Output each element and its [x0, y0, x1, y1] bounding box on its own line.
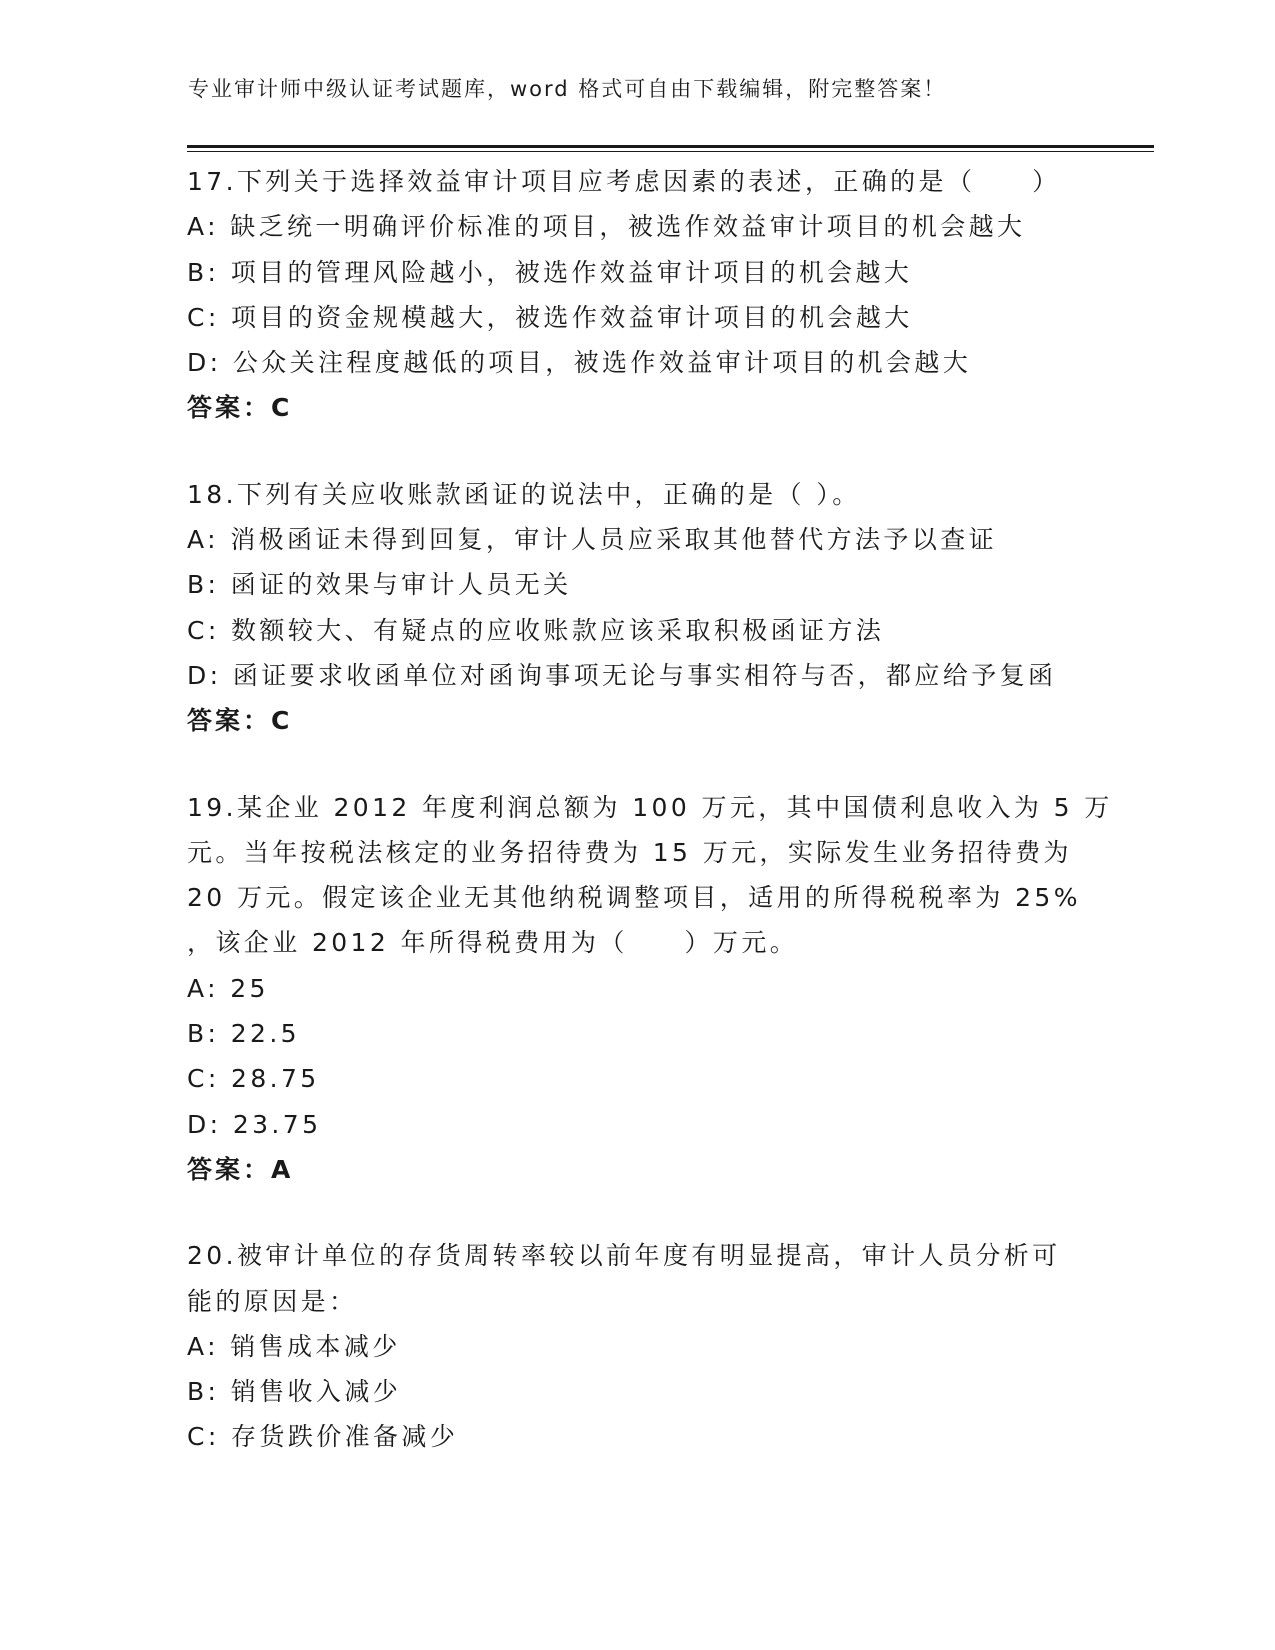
option-b: B: 22.5 [187, 1019, 300, 1049]
option-c: C: 项目的资金规模越大，被选作效益审计项目的机会越大 [187, 302, 913, 332]
option-a: A: 25 [187, 973, 269, 1003]
question-stem-line-1: 20.被审计单位的存货周转率较以前年度有明显提高，审计人员分析可 [187, 1241, 1061, 1271]
question-20 [187, 1233, 1087, 1459]
option-a: A: 缺乏统一明确评价标准的项目，被选作效益审计项目的机会越大 [187, 212, 1026, 242]
question-stem-line-1: 19.某企业 2012 年度利润总额为 100 万元，其中国债利息收入为 5 万 [187, 792, 1113, 822]
question-stem: 18.下列有关应收账款函证的说法中，正确的是（ ）。 [187, 479, 861, 509]
option-b: B: 销售收入减少 [187, 1377, 402, 1407]
question-stem: 17.下列关于选择效益审计项目应考虑因素的表述，正确的是（ ） [187, 167, 1061, 196]
option-a: A: 消极函证未得到回复，审计人员应采取其他替代方法予以查证 [187, 525, 998, 555]
question-list [187, 159, 1113, 1501]
question-18 [187, 472, 1087, 744]
question-17 [187, 159, 1087, 431]
question-stem-line-4: ，该企业 2012 年所得税费用为（ ）万元。 [187, 928, 799, 958]
question-stem-line-2: 元。当年按税法核定的业务招待费为 15 万元，实际发生业务招待费为 [187, 837, 1072, 867]
question-19 [187, 785, 1113, 1193]
option-b: B: 函证的效果与审计人员无关 [187, 570, 572, 600]
question-stem-line-2: 能的原因是： [187, 1286, 358, 1316]
option-c: C: 28.75 [187, 1064, 320, 1094]
question-stem-line-3: 20 万元。假定该企业无其他纳税调整项目，适用的所得税税率为 25% [187, 883, 1081, 913]
option-b: B: 项目的管理风险越小，被选作效益审计项目的机会越大 [187, 257, 913, 287]
header-divider [187, 145, 1154, 148]
answer: 答案：A [187, 1154, 294, 1184]
option-d: D: 公众关注程度越低的项目，被选作效益审计项目的机会越大 [187, 348, 972, 378]
option-d: D: 函证要求收函单位对函询事项无论与事实相符与否，都应给予复函 [187, 660, 1057, 690]
option-a: A: 销售成本减少 [187, 1331, 401, 1361]
option-c: C: 数额较大、有疑点的应收账款应该采取积极函证方法 [187, 615, 885, 645]
answer: 答案：C [187, 706, 293, 736]
page-header: 专业审计师中级认证考试题库，word 格式可自由下载编辑，附完整答案！ [188, 77, 947, 101]
answer: 答案：C [187, 393, 293, 423]
option-d: D: 23.75 [187, 1109, 322, 1139]
option-c: C: 存货跌价准备减少 [187, 1422, 459, 1452]
